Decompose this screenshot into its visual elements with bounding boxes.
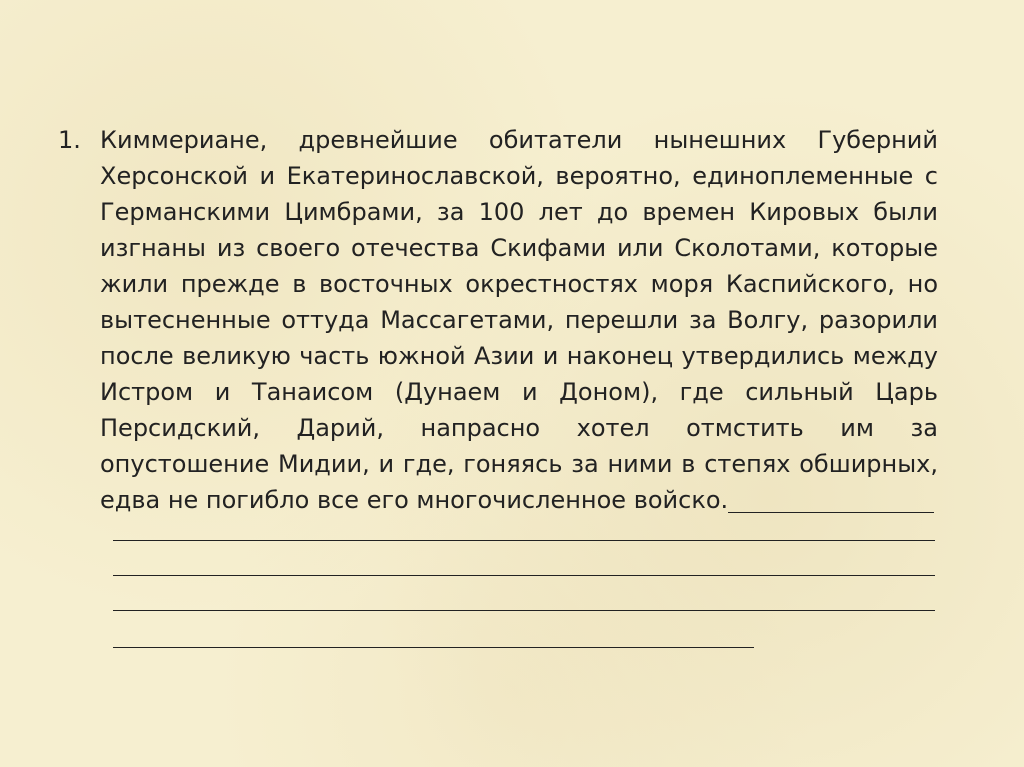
item-paragraph	[100, 122, 938, 518]
answer-line-2	[113, 575, 935, 576]
answer-line-1	[113, 540, 935, 541]
answer-line-3	[113, 610, 935, 611]
item-number: 1.	[58, 126, 81, 154]
item-text: Киммериане, древнейшие обитатели нынешних Губерний Херсонской и Екатеринославской, вероятно, единоплеменные с Германскими Цимбрами, за 100 лет до времен Кировых были изгнаны из своего отечества Скифами или Сколотами, которые жили прежде в восточных окрестностях моря Каспийского, но вытесненные оттуда Массагетами, перешли за Волгу, разорили после великую часть южной Азии и наконец утвердились между Истром и Танаисом (Дунаем и Доном), где сильный Царь Персидский, Дарий, напрасно хотел отмстить им за опустошение Мидии, и где, гоняясь за ними в степях обширных, едва не погибло все его многочисленное войско.	[100, 126, 938, 514]
answer-blank-inline	[728, 488, 934, 513]
answer-line-4	[113, 647, 754, 648]
